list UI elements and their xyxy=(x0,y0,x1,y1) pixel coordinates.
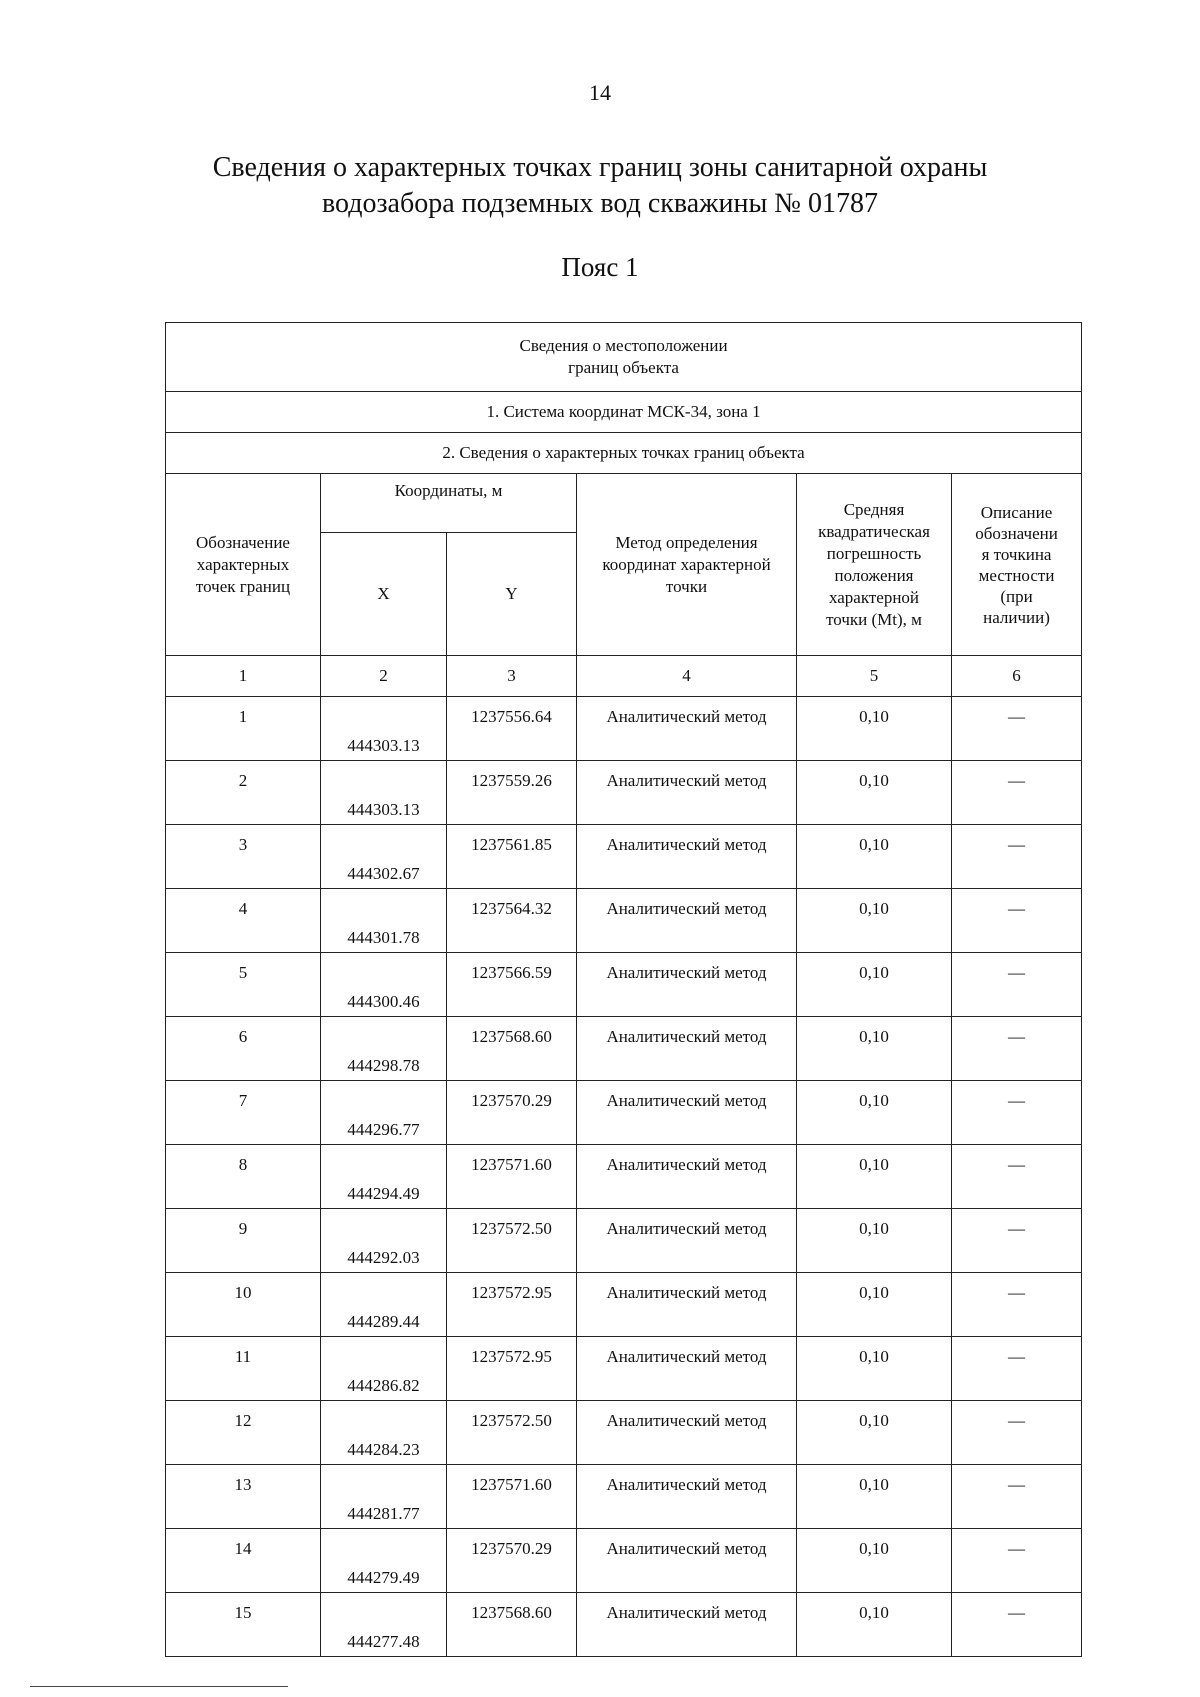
point-number-cell: 7 xyxy=(166,1081,321,1145)
method-cell: Аналитический метод xyxy=(577,889,797,953)
point-number-cell: 5 xyxy=(166,953,321,1017)
mt-cell: 0,10 xyxy=(797,825,952,889)
header-error-line-4: положения xyxy=(834,565,914,585)
point-number-cell: 1 xyxy=(166,697,321,761)
table-row xyxy=(166,1209,1082,1273)
table-row xyxy=(166,1465,1082,1529)
coord-y-cell: 1237561.85 xyxy=(447,825,577,889)
mt-cell: 0,10 xyxy=(797,1081,952,1145)
header-method-line-2: координат характерной xyxy=(602,554,771,574)
column-number: 3 xyxy=(447,656,577,697)
table-row xyxy=(166,1273,1082,1337)
coord-y-cell: 1237564.32 xyxy=(447,889,577,953)
coord-x-cell: 444301.78 xyxy=(321,889,447,953)
method-cell: Аналитический метод xyxy=(577,1401,797,1465)
table-row xyxy=(166,1529,1082,1593)
column-header-row-1 xyxy=(166,474,1082,533)
table-row xyxy=(166,1337,1082,1401)
header-designation-line-3: точек границ xyxy=(195,576,291,596)
table-row xyxy=(166,953,1082,1017)
header-error-line-1: Средняя xyxy=(843,499,905,519)
coord-x-cell: 444294.49 xyxy=(321,1145,447,1209)
point-number-cell: 14 xyxy=(166,1529,321,1593)
method-cell: Аналитический метод xyxy=(577,953,797,1017)
coord-y-cell: 1237572.50 xyxy=(447,1401,577,1465)
coord-y-cell: 1237570.29 xyxy=(447,1529,577,1593)
table-row xyxy=(166,1017,1082,1081)
mt-cell: 0,10 xyxy=(797,1273,952,1337)
header-designation-line-1: Обозначение xyxy=(196,532,290,552)
mt-cell: 0,10 xyxy=(797,1465,952,1529)
header-error-line-3: погрешность xyxy=(826,543,922,563)
coord-x-cell: 444302.67 xyxy=(321,825,447,889)
header-x: X xyxy=(321,533,447,656)
coord-x-cell: 444284.23 xyxy=(321,1401,447,1465)
method-cell: Аналитический метод xyxy=(577,697,797,761)
mt-cell: 0,10 xyxy=(797,1529,952,1593)
column-number-row xyxy=(166,656,1082,697)
mt-cell: 0,10 xyxy=(797,1401,952,1465)
header-method-line-3: точки xyxy=(665,576,708,596)
point-number-cell: 10 xyxy=(166,1273,321,1337)
mt-cell: 0,10 xyxy=(797,1337,952,1401)
coord-y-cell: 1237556.64 xyxy=(447,697,577,761)
mt-cell: 0,10 xyxy=(797,697,952,761)
coord-y-cell: 1237568.60 xyxy=(447,1017,577,1081)
table-row xyxy=(166,1401,1082,1465)
coord-system-row xyxy=(166,392,1082,433)
info-header-line-2: границ объекта xyxy=(568,358,679,377)
description-cell: — xyxy=(952,1017,1082,1081)
point-number-cell: 6 xyxy=(166,1017,321,1081)
coord-x-cell: 444296.77 xyxy=(321,1081,447,1145)
method-cell: Аналитический метод xyxy=(577,761,797,825)
coord-x-cell: 444281.77 xyxy=(321,1465,447,1529)
description-cell: — xyxy=(952,1145,1082,1209)
coord-x-cell: 444303.13 xyxy=(321,697,447,761)
mt-cell: 0,10 xyxy=(797,1593,952,1657)
description-cell: — xyxy=(952,1465,1082,1529)
table-row xyxy=(166,697,1082,761)
description-cell: — xyxy=(952,1593,1082,1657)
method-cell: Аналитический метод xyxy=(577,1337,797,1401)
mt-cell: 0,10 xyxy=(797,1017,952,1081)
coord-y-cell: 1237559.26 xyxy=(447,761,577,825)
header-y: Y xyxy=(447,533,577,656)
coord-x-cell: 444300.46 xyxy=(321,953,447,1017)
boundary-points-table xyxy=(165,322,1082,1657)
coord-y-cell: 1237566.59 xyxy=(447,953,577,1017)
header-description-line-6: наличии) xyxy=(983,607,1050,627)
method-cell: Аналитический метод xyxy=(577,825,797,889)
header-description-line-3: я точкина xyxy=(981,544,1052,564)
header-description-line-5: (при xyxy=(1000,586,1033,606)
footer-divider xyxy=(30,1686,288,1687)
method-cell: Аналитический метод xyxy=(577,1081,797,1145)
point-number-cell: 13 xyxy=(166,1465,321,1529)
table-row xyxy=(166,1145,1082,1209)
point-number-cell: 12 xyxy=(166,1401,321,1465)
point-number-cell: 3 xyxy=(166,825,321,889)
description-cell: — xyxy=(952,1529,1082,1593)
coord-x-cell: 444289.44 xyxy=(321,1273,447,1337)
point-number-cell: 4 xyxy=(166,889,321,953)
header-error-line-6: точки (Mt), м xyxy=(826,609,922,629)
method-cell: Аналитический метод xyxy=(577,1209,797,1273)
header-method xyxy=(577,474,797,656)
coord-x-cell: 444277.48 xyxy=(321,1593,447,1657)
column-number: 1 xyxy=(166,656,321,697)
mt-cell: 0,10 xyxy=(797,953,952,1017)
coord-x-cell: 444279.49 xyxy=(321,1529,447,1593)
method-cell: Аналитический метод xyxy=(577,1529,797,1593)
mt-cell: 0,10 xyxy=(797,1209,952,1273)
table-row xyxy=(166,1593,1082,1657)
coord-y-cell: 1237571.60 xyxy=(447,1465,577,1529)
coord-y-cell: 1237572.95 xyxy=(447,1273,577,1337)
header-description-line-1: Описание xyxy=(980,502,1053,522)
header-description-line-4: местности xyxy=(978,565,1055,585)
point-number-cell: 8 xyxy=(166,1145,321,1209)
page-number: 14 xyxy=(589,80,611,105)
description-cell: — xyxy=(952,889,1082,953)
point-number-cell: 9 xyxy=(166,1209,321,1273)
points-header-cell: 2. Сведения о характерных точках границ объекта xyxy=(166,433,1082,474)
description-cell: — xyxy=(952,1209,1082,1273)
coord-x-cell: 444292.03 xyxy=(321,1209,447,1273)
info-header-cell xyxy=(166,323,1082,392)
table-row xyxy=(166,761,1082,825)
description-cell: — xyxy=(952,1337,1082,1401)
section-title: Пояс 1 xyxy=(561,252,639,282)
method-cell: Аналитический метод xyxy=(577,1273,797,1337)
method-cell: Аналитический метод xyxy=(577,1593,797,1657)
document-title xyxy=(0,150,1200,222)
header-coordinates: Координаты, м xyxy=(321,474,577,533)
document-title-line-1: Сведения о характерных точках границ зоны санитарной охраны xyxy=(212,152,988,183)
header-description-line-2: обозначени xyxy=(975,523,1058,543)
coord-y-cell: 1237570.29 xyxy=(447,1081,577,1145)
coord-x-cell: 444286.82 xyxy=(321,1337,447,1401)
mt-cell: 0,10 xyxy=(797,761,952,825)
description-cell: — xyxy=(952,1273,1082,1337)
mt-cell: 0,10 xyxy=(797,889,952,953)
info-header-row xyxy=(166,323,1082,392)
table-row xyxy=(166,889,1082,953)
info-header-line-1: Сведения о местоположении xyxy=(519,336,728,355)
header-error-line-5: характерной xyxy=(828,587,920,607)
description-cell: — xyxy=(952,1401,1082,1465)
coord-y-cell: 1237572.50 xyxy=(447,1209,577,1273)
coord-y-cell: 1237572.95 xyxy=(447,1337,577,1401)
mt-cell: 0,10 xyxy=(797,1145,952,1209)
header-designation xyxy=(166,474,321,656)
coord-x-cell: 444303.13 xyxy=(321,761,447,825)
method-cell: Аналитический метод xyxy=(577,1017,797,1081)
column-number: 4 xyxy=(577,656,797,697)
header-error xyxy=(797,474,952,656)
description-cell: — xyxy=(952,825,1082,889)
column-number: 5 xyxy=(797,656,952,697)
method-cell: Аналитический метод xyxy=(577,1145,797,1209)
description-cell: — xyxy=(952,1081,1082,1145)
header-designation-line-2: характерных xyxy=(196,554,290,574)
description-cell: — xyxy=(952,697,1082,761)
coord-x-cell: 444298.78 xyxy=(321,1017,447,1081)
point-number-cell: 2 xyxy=(166,761,321,825)
method-cell: Аналитический метод xyxy=(577,1465,797,1529)
coord-system-cell: 1. Система координат МСК-34, зона 1 xyxy=(166,392,1082,433)
point-number-cell: 11 xyxy=(166,1337,321,1401)
table-row xyxy=(166,825,1082,889)
column-number: 2 xyxy=(321,656,447,697)
description-cell: — xyxy=(952,761,1082,825)
header-method-line-1: Метод определения xyxy=(615,532,758,552)
points-header-row xyxy=(166,433,1082,474)
column-number: 6 xyxy=(952,656,1082,697)
table-row xyxy=(166,1081,1082,1145)
coord-y-cell: 1237571.60 xyxy=(447,1145,577,1209)
header-description xyxy=(952,474,1082,656)
document-title-line-2: водозабора подземных вод скважины № 01787 xyxy=(321,188,879,219)
header-error-line-2: квадратическая xyxy=(818,521,930,541)
description-cell: — xyxy=(952,953,1082,1017)
coord-y-cell: 1237568.60 xyxy=(447,1593,577,1657)
point-number-cell: 15 xyxy=(166,1593,321,1657)
